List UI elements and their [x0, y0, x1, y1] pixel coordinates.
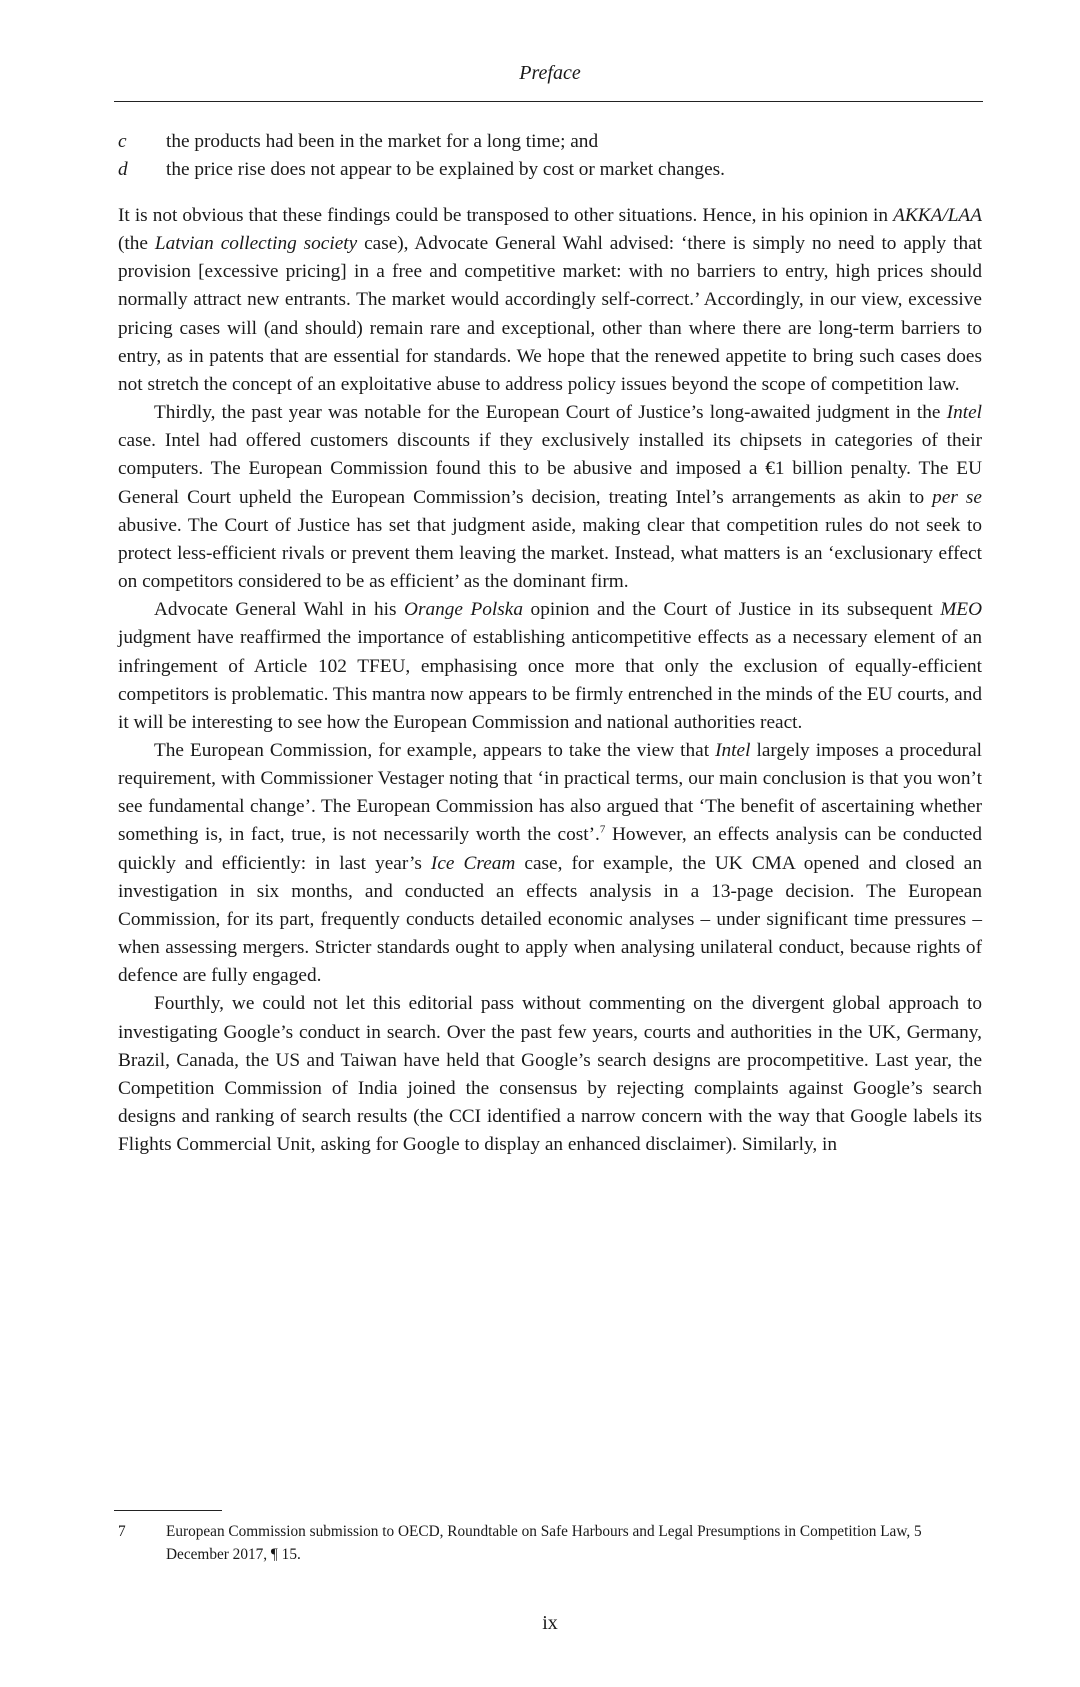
list-marker: c	[118, 131, 127, 152]
text-run: case. Intel had offered customers discounts if they exclusively installed its chipsets in categories of their computers. The European Commission found this to be abusive and imposed a €1 billion penalty. The EU General Court upheld the European Commission’s decision, treating Intel’s arrangements as akin to	[118, 430, 982, 508]
running-head: Preface	[519, 62, 581, 84]
page-number: ix	[542, 1612, 558, 1634]
footnote-rule	[114, 1510, 222, 1511]
paragraph	[118, 596, 982, 737]
italic-text: Intel	[946, 402, 982, 424]
criteria-list	[118, 128, 982, 184]
text-run: largely imposes a procedural requirement, with Commissioner Vestager noting that ‘in practical terms, our main conclusion is that you won’t see fundamental change’. The European Commission has also argued that ‘The benefit of ascertaining whether something is, in fact, true, is not necessarily worth the cost’.	[118, 739, 982, 846]
text-run: abusive. The Court of Justice has set that judgment aside, making clear that competition rules do not seek to protect less-efficient rivals or prevent them leaving the market. Instead, what matters is an ‘exclusionary effect on competitors considered to be as efficient’ as the dominant firm.	[118, 514, 982, 593]
list-item-text: the products had been in the market for a long time; and	[166, 131, 599, 152]
text-run: judgment have reaffirmed the importance of establishing anticompetitive effects as a necessary element of an infringement of Article 102 TFEU, emphasising once more that only the exclusion of equally-efficient competitors is problematic. This mantra now appears to be firmly entrenched in the minds of the EU courts, and it will be interesting to see how the European Commission and national authorities react.	[118, 627, 982, 733]
italic-text: Intel	[715, 739, 751, 761]
footnote-reference[interactable]: 7	[599, 824, 606, 837]
italic-text: MEO	[940, 599, 982, 621]
italic-text: AKKA/LAA	[893, 205, 982, 226]
header-rule	[114, 101, 983, 102]
list-marker: d	[118, 159, 128, 181]
body-text	[118, 202, 982, 1159]
text-run: Thirdly, the past year was notable for the European Court of Justice’s long-awaited judgment in the	[154, 402, 947, 424]
italic-text: Orange Polska	[404, 599, 523, 621]
text-run: case), Advocate General Wahl advised: ‘there is simply no need to apply that provision [excessive pricing] in a free and competitive market: with no barriers to entry, high prices should normally attract new entrants. The market would accordingly self-correct.’ Accordingly, in our view, excessive pricing cases will (and should) remain rare and exceptional, other than where there are long-term barriers to entry, as in patents that are essential for standards. We hope that the renewed appetite to bring such cases does not stretch the concept of an exploitative abuse to address policy issues beyond the scope of competition law.	[118, 233, 983, 395]
text-run: However, an effects analysis can be conducted quickly and efficiently: in last year’s	[118, 824, 982, 874]
paragraph	[118, 202, 982, 399]
list-item	[118, 128, 982, 156]
text-run: case, for example, the UK CMA opened and closed an investigation in six months, and conducted an effects analysis in a 13-page decision. The European Commission, for its part, frequently conducts detailed economic analyses – under significant time pressures – when assessing mergers. Stricter standards ought to apply when analysing unilateral conduct, because rights of defence are fully engaged.	[118, 852, 982, 987]
text-run: Advocate General Wahl in his	[154, 599, 405, 621]
list-item	[118, 156, 982, 184]
footnote-number: 7	[118, 1523, 126, 1540]
paragraph	[118, 399, 982, 596]
footnote	[118, 1520, 982, 1566]
list-item-text: the price rise does not appear to be explained by cost or market changes.	[166, 159, 725, 181]
footnote-text: European Commission submission to OECD, Roundtable on Safe Harbours and Legal Presumptions in Competition Law, 5 December 2017, ¶ 15.	[166, 1523, 922, 1563]
paragraph	[118, 990, 982, 1159]
italic-text: Latvian collecting society	[154, 233, 358, 255]
text-run: Fourthly, we could not let this editorial pass without commenting on the divergent global approach to investigating Google’s conduct in search. Over the past few years, courts and authorities in the UK, Germany, Brazil, Canada, the US and Taiwan have held that Google’s search designs are procompetitive. Last year, the Competition Commission of India joined the consensus by rejecting complaints against Google’s search designs and ranking of search results (the CCI identified a narrow concern with the way that Google labels its Flights Commercial Unit, asking for Google to display an enhanced disclaimer). Similarly, in	[118, 993, 982, 1156]
text-run: opinion and the Court of Justice in its subsequent	[523, 599, 941, 621]
text-run: It is not obvious that these findings could be transposed to other situations. Hence, in his opinion in	[118, 205, 894, 226]
italic-text: Ice Cream	[430, 852, 516, 874]
italic-text: per se	[932, 486, 982, 508]
paragraph	[118, 737, 982, 990]
text-run: (the	[118, 233, 155, 255]
text-run: The European Commission, for example, appears to take the view that	[154, 739, 716, 761]
